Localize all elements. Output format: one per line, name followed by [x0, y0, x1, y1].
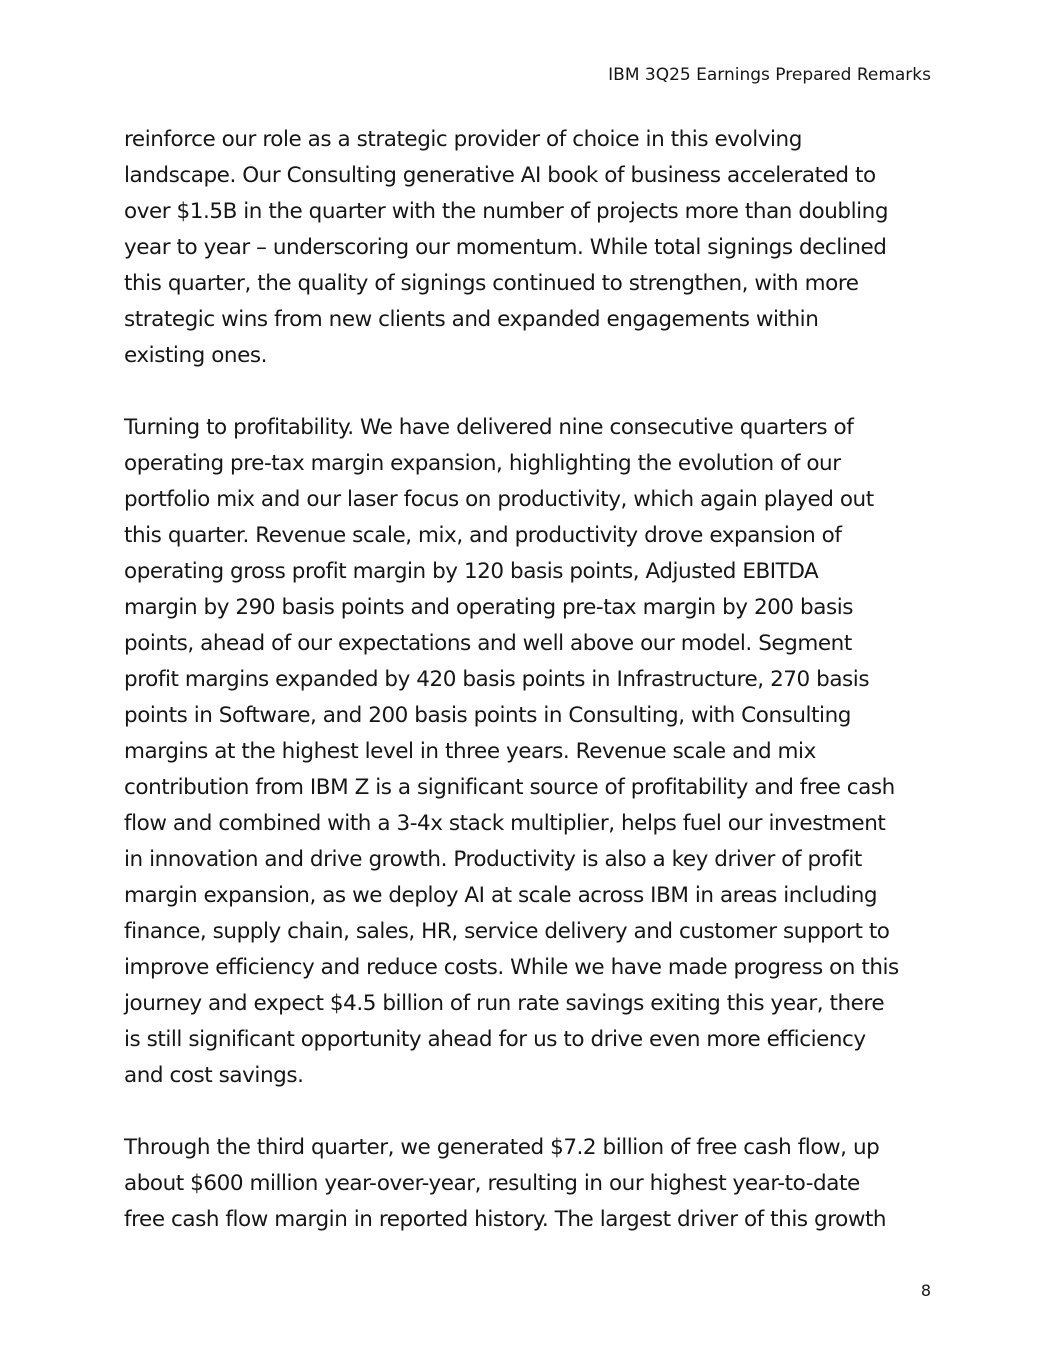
text-line: profit margins expanded by 420 basis points in Infrastructure, 270 basis	[124, 667, 870, 692]
text-line: journey and expect $4.5 billion of run rate savings exiting this year, there	[124, 991, 885, 1016]
text-line: in innovation and drive growth. Productivity is also a key driver of profit	[124, 847, 862, 872]
text-line: margins at the highest level in three years. Revenue scale and mix	[124, 739, 816, 764]
paragraph-profitability	[124, 410, 942, 1094]
text-line: this quarter. Revenue scale, mix, and productivity drove expansion of	[124, 523, 842, 548]
text-line: over $1.5B in the quarter with the number of projects more than doubling	[124, 199, 889, 224]
body-text	[124, 122, 942, 1274]
text-line: and cost savings.	[124, 1063, 304, 1088]
text-line: flow and combined with a 3-4x stack multiplier, helps fuel our investment	[124, 811, 886, 836]
text-line: margin by 290 basis points and operating pre-tax margin by 200 basis	[124, 595, 853, 620]
text-line: landscape. Our Consulting generative AI book of business accelerated to	[124, 163, 876, 188]
text-line: about $600 million year-over-year, resulting in our highest year-to-date	[124, 1171, 860, 1196]
running-header: IBM 3Q25 Earnings Prepared Remarks	[608, 65, 931, 85]
text-line: contribution from IBM Z is a significant source of profitability and free cash	[124, 775, 895, 800]
text-line: year to year – underscoring our momentum. While total signings declined	[124, 235, 887, 260]
text-line: margin expansion, as we deploy AI at scale across IBM in areas including	[124, 883, 878, 908]
text-line: points, ahead of our expectations and well above our model. Segment	[124, 631, 852, 656]
page-number: 8	[920, 1281, 931, 1300]
text-line: Turning to profitability. We have delivered nine consecutive quarters of	[124, 415, 854, 440]
text-line: operating pre-tax margin expansion, highlighting the evolution of our	[124, 451, 841, 476]
paragraph-free-cash-flow	[124, 1130, 942, 1238]
text-line: points in Software, and 200 basis points in Consulting, with Consulting	[124, 703, 851, 728]
text-line: is still significant opportunity ahead for us to drive even more efficiency	[124, 1027, 866, 1052]
text-line: finance, supply chain, sales, HR, service delivery and customer support to	[124, 919, 890, 944]
text-line: this quarter, the quality of signings continued to strengthen, with more	[124, 271, 859, 296]
text-line: free cash flow margin in reported history. The largest driver of this growth	[124, 1207, 887, 1232]
text-line: Through the third quarter, we generated $7.2 billion of free cash flow, up	[124, 1135, 880, 1160]
text-line: reinforce our role as a strategic provider of choice in this evolving	[124, 127, 802, 152]
text-line: improve efficiency and reduce costs. While we have made progress on this	[124, 955, 899, 980]
text-line: portfolio mix and our laser focus on productivity, which again played out	[124, 487, 874, 512]
text-line: existing ones.	[124, 343, 268, 368]
text-line: operating gross profit margin by 120 basis points, Adjusted EBITDA	[124, 559, 819, 584]
text-line: strategic wins from new clients and expanded engagements within	[124, 307, 819, 332]
paragraph-consulting	[124, 122, 942, 374]
